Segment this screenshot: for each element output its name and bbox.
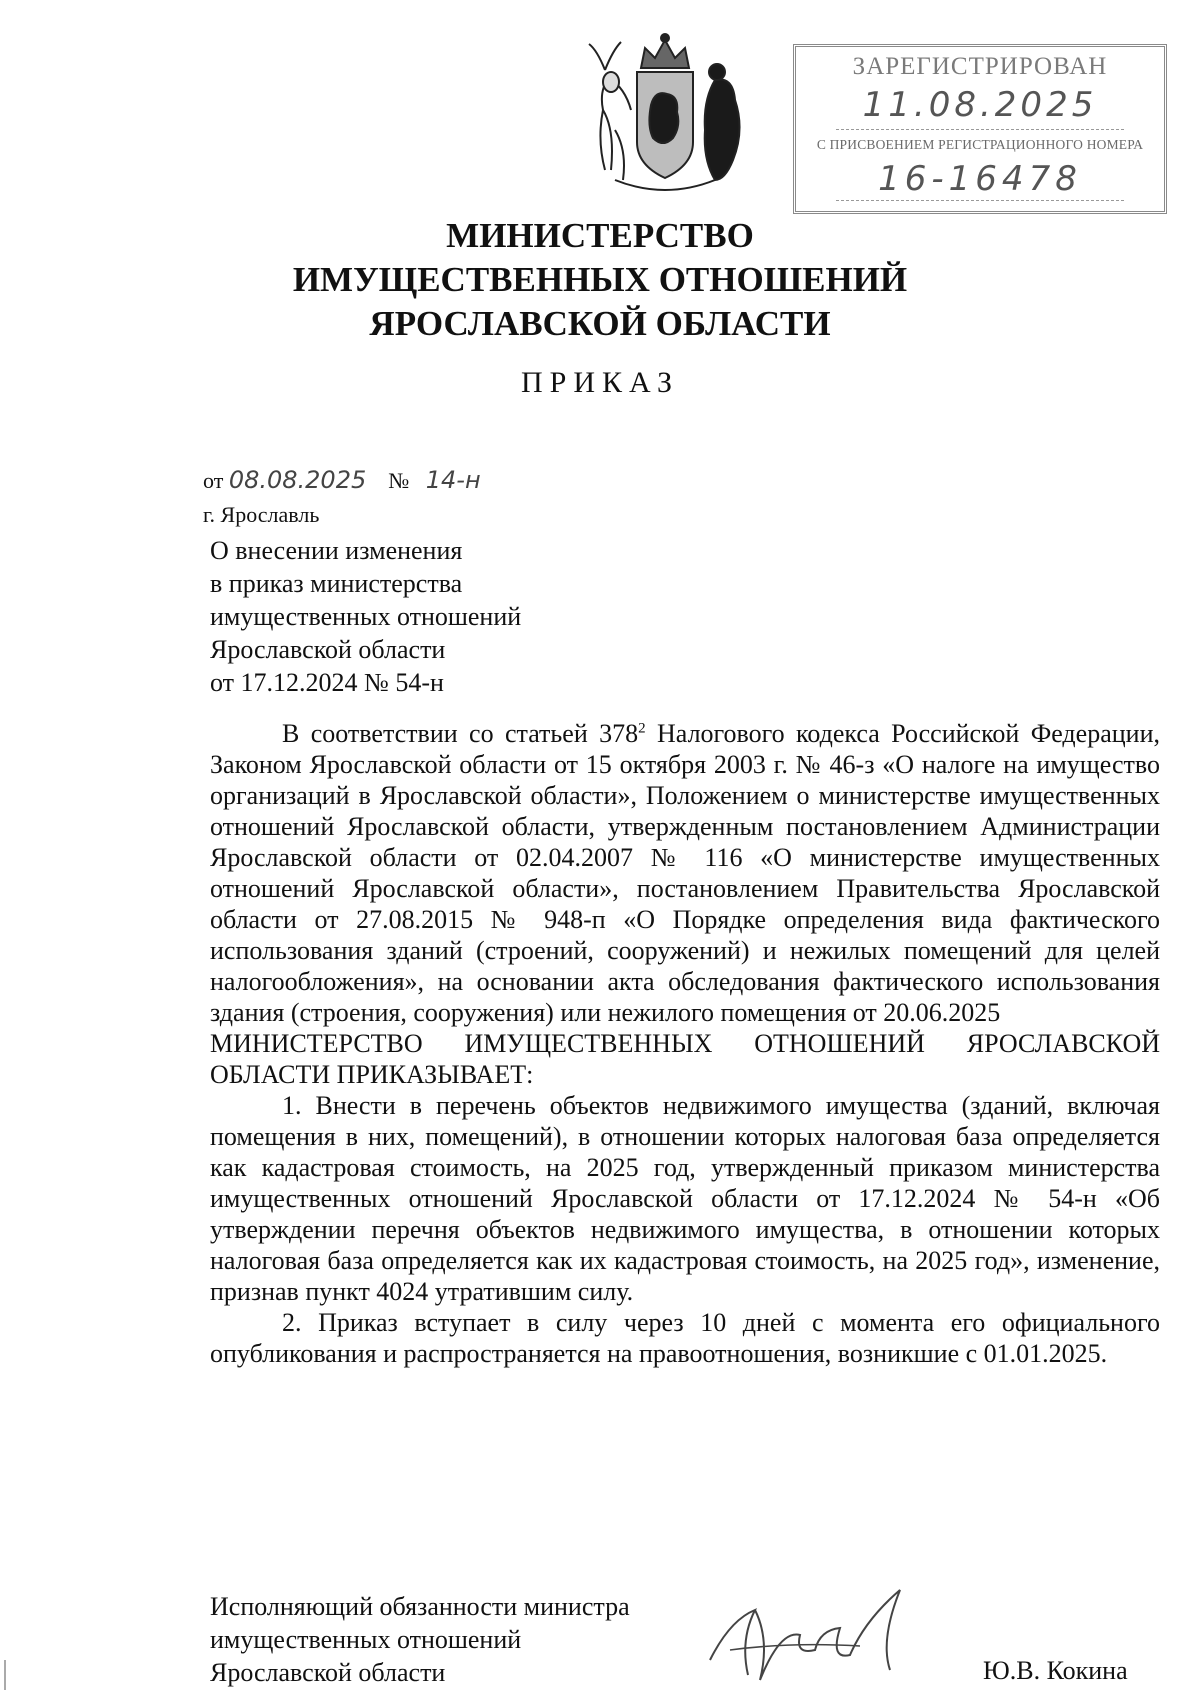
signatory-position [210, 1590, 630, 1689]
preamble-paragraph [210, 718, 1160, 1028]
stamp-divider [836, 129, 1124, 130]
subject-line: Ярославской области [210, 635, 446, 664]
preamble-text-a: В соответствии со статьей 378 [282, 719, 639, 748]
document-date: 08.08.2025 [228, 466, 367, 494]
document-date-number [203, 466, 481, 494]
number-prefix: № [388, 468, 410, 493]
ministry-heading [0, 214, 1200, 346]
date-prefix: от [203, 468, 224, 493]
ministry-heading-line: ЯРОСЛАВСКОЙ ОБЛАСТИ [369, 304, 831, 343]
orders-paragraph: МИНИСТЕРСТВО ИМУЩЕСТВЕННЫХ ОТНОШЕНИЙ ЯРОСЛАВСКОЙ ОБЛАСТИ ПРИКАЗЫВАЕТ: [210, 1029, 1160, 1089]
subject-line: имущественных отношений [210, 602, 522, 631]
handwritten-signature [700, 1580, 930, 1690]
stamp-subtitle: С ПРИСВОЕНИЕМ РЕГИСТРАЦИОННОГО НОМЕРА [816, 137, 1144, 152]
document-body [210, 718, 1160, 1369]
preamble-text-b: Налогового кодекса Российской Федерации, Законом Ярославской области от 15 октября 2003 г. № 46-з «О налоге на имущество организаций в Ярославской области», Положением о министерстве имущественных отношений Ярославской области, утвержденным постановлением Администрации Ярославской области от 02.04.2007 № 116 «О министерстве имущественных отношений Ярославской области», постановлением Правительства Ярославской области от 27.08.2015 № 948-п «О Порядке определения вида фактического использования зданий (строений, сооружений) и нежилых помещений для целей налогообложения», на основании акта обследования фактического использования здания (строения, сооружения) или нежилого помещения от 20.06.2025 [210, 719, 1160, 1027]
signatory-name: Ю.В. Кокина [983, 1656, 1128, 1685]
scan-margin-mark [4, 1660, 6, 1690]
signatory-position-line: Исполняющий обязанности министра [210, 1592, 630, 1621]
stamp-title: ЗАРЕГИСТРИРОВАН [852, 53, 1108, 80]
document-number: 14-н [425, 466, 481, 494]
subject-line: О внесении изменения [210, 536, 463, 565]
ministry-heading-line: МИНИСТЕРСТВО [446, 216, 754, 255]
subject-line: в приказ министерства [210, 569, 463, 598]
stamp-divider [836, 200, 1124, 201]
registration-stamp [793, 44, 1167, 214]
stamp-registration-number: 16-16478 [878, 159, 1082, 199]
coat-of-arms-emblem [575, 30, 755, 200]
order-item-2: 2. Приказ вступает в силу через 10 дней с момента его официального опубликования и распространяется на правоотношения, возникшие с 01.01.2025. [210, 1308, 1160, 1368]
stamp-date: 11.08.2025 [862, 85, 1098, 125]
article-superscript: 2 [638, 720, 646, 737]
document-city: г. Ярославль [203, 502, 320, 527]
document-subject [210, 534, 521, 699]
order-item-1: 1. Внести в перечень объектов недвижимого имущества (зданий, включая помещения в них, помещений), в отношении которых налоговая база определяется как кадастровая стоимость, на 2025 год, утвержденный приказом министерства имущественных отношений Ярославской области от 17.12.2024 № 54-н «Об утверждении перечня объектов недвижимого имущества, в отношении которых налоговая база определяется как их кадастровая стоимость, на 2025 год», изменение, признав пункт 4024 утратившим силу. [210, 1091, 1160, 1306]
ministry-heading-line: ИМУЩЕСТВЕННЫХ ОТНОШЕНИЙ [292, 260, 908, 299]
signatory-position-line: Ярославской области [210, 1658, 446, 1687]
document-type: ПРИКАЗ [521, 366, 679, 399]
signatory-position-line: имущественных отношений [210, 1625, 522, 1654]
subject-line: от 17.12.2024 № 54-н [210, 668, 444, 697]
